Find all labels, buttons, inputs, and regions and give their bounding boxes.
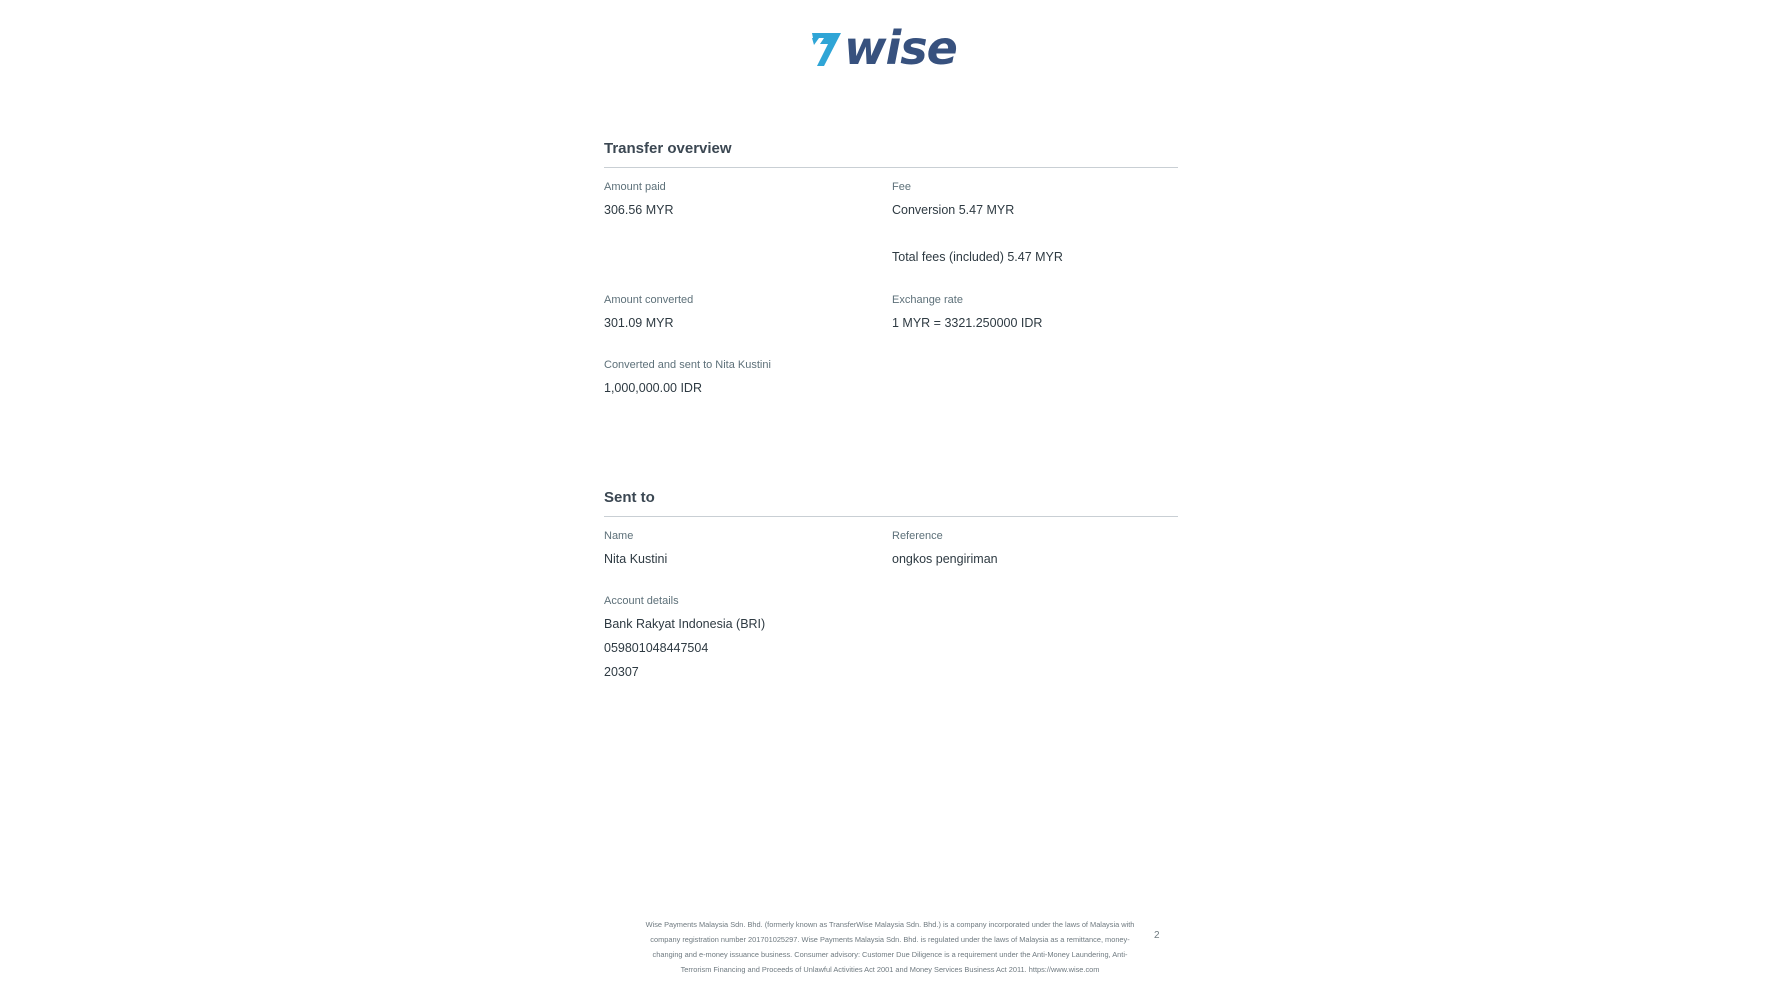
- wise-logo: [810, 21, 980, 75]
- exchange-rate-value: 1 MYR = 3321.250000 IDR: [892, 316, 1043, 330]
- recipient-name-field: [604, 529, 874, 567]
- transfer-overview-grid: [604, 168, 1178, 396]
- account-details-label: Account details: [604, 595, 679, 607]
- amount-paid-label: Amount paid: [604, 181, 666, 193]
- account-number: 059801048447504: [604, 641, 709, 655]
- reference-field: [892, 529, 1162, 567]
- fee-label: Fee: [892, 181, 911, 193]
- converted-sent-value: 1,000,000.00 IDR: [604, 381, 702, 395]
- fee-total-value: Total fees (included) 5.47 MYR: [892, 250, 1063, 264]
- transfer-overview-section: [604, 138, 1178, 396]
- exchange-rate-label: Exchange rate: [892, 294, 963, 306]
- amount-converted-label: Amount converted: [604, 294, 694, 306]
- bank-name: Bank Rakyat Indonesia (BRI): [604, 617, 766, 631]
- amount-converted-field: [604, 293, 874, 331]
- account-details-lines: [604, 616, 874, 688]
- legal-footer: Wise Payments Malaysia Sdn. Bhd. (formerly known as TransferWise Malaysia Sdn. Bhd.) is a company incorporated under the laws of Malaysia with company registration number 201701025297. Wise Payments Malaysia Sdn. Bhd. is regulated under the laws of Malaysia as a remittance, money-changing and e-money issuance business. Consumer advisory: Customer Due Diligence is a requirement under the Anti-Money Laundering, Anti-Terrorism Financing and Proceeds of Unlawful Activities Act 2001 and Money Services Business Act 2011. https://www.wise.com: [645, 920, 1135, 974]
- account-details-field: [604, 594, 874, 688]
- branch-code: 20307: [604, 665, 639, 679]
- converted-sent-label: Converted and sent to Nita Kustini: [604, 359, 771, 371]
- recipient-name-value: Nita Kustini: [604, 552, 668, 566]
- sent-to-grid: [604, 517, 1178, 687]
- wise-wordmark: wise: [844, 21, 957, 75]
- sent-to-title: Sent to: [604, 489, 655, 506]
- reference-label: Reference: [892, 530, 943, 542]
- fee-conversion-value: Conversion 5.47 MYR: [892, 203, 1015, 217]
- recipient-name-label: Name: [604, 530, 634, 542]
- amount-paid-value: 306.56 MYR: [604, 203, 674, 217]
- fee-field: [892, 180, 1162, 265]
- reference-value: ongkos pengiriman: [892, 552, 998, 566]
- page-number: 2: [1154, 930, 1160, 941]
- converted-sent-field: [604, 358, 874, 396]
- amount-paid-field: [604, 180, 874, 218]
- amount-converted-value: 301.09 MYR: [604, 316, 674, 330]
- receipt-page: [604, 138, 1178, 687]
- exchange-rate-field: [892, 293, 1162, 331]
- transfer-overview-title: Transfer overview: [604, 140, 732, 157]
- wise-flag-icon: [810, 29, 842, 67]
- sent-to-section: [604, 487, 1178, 687]
